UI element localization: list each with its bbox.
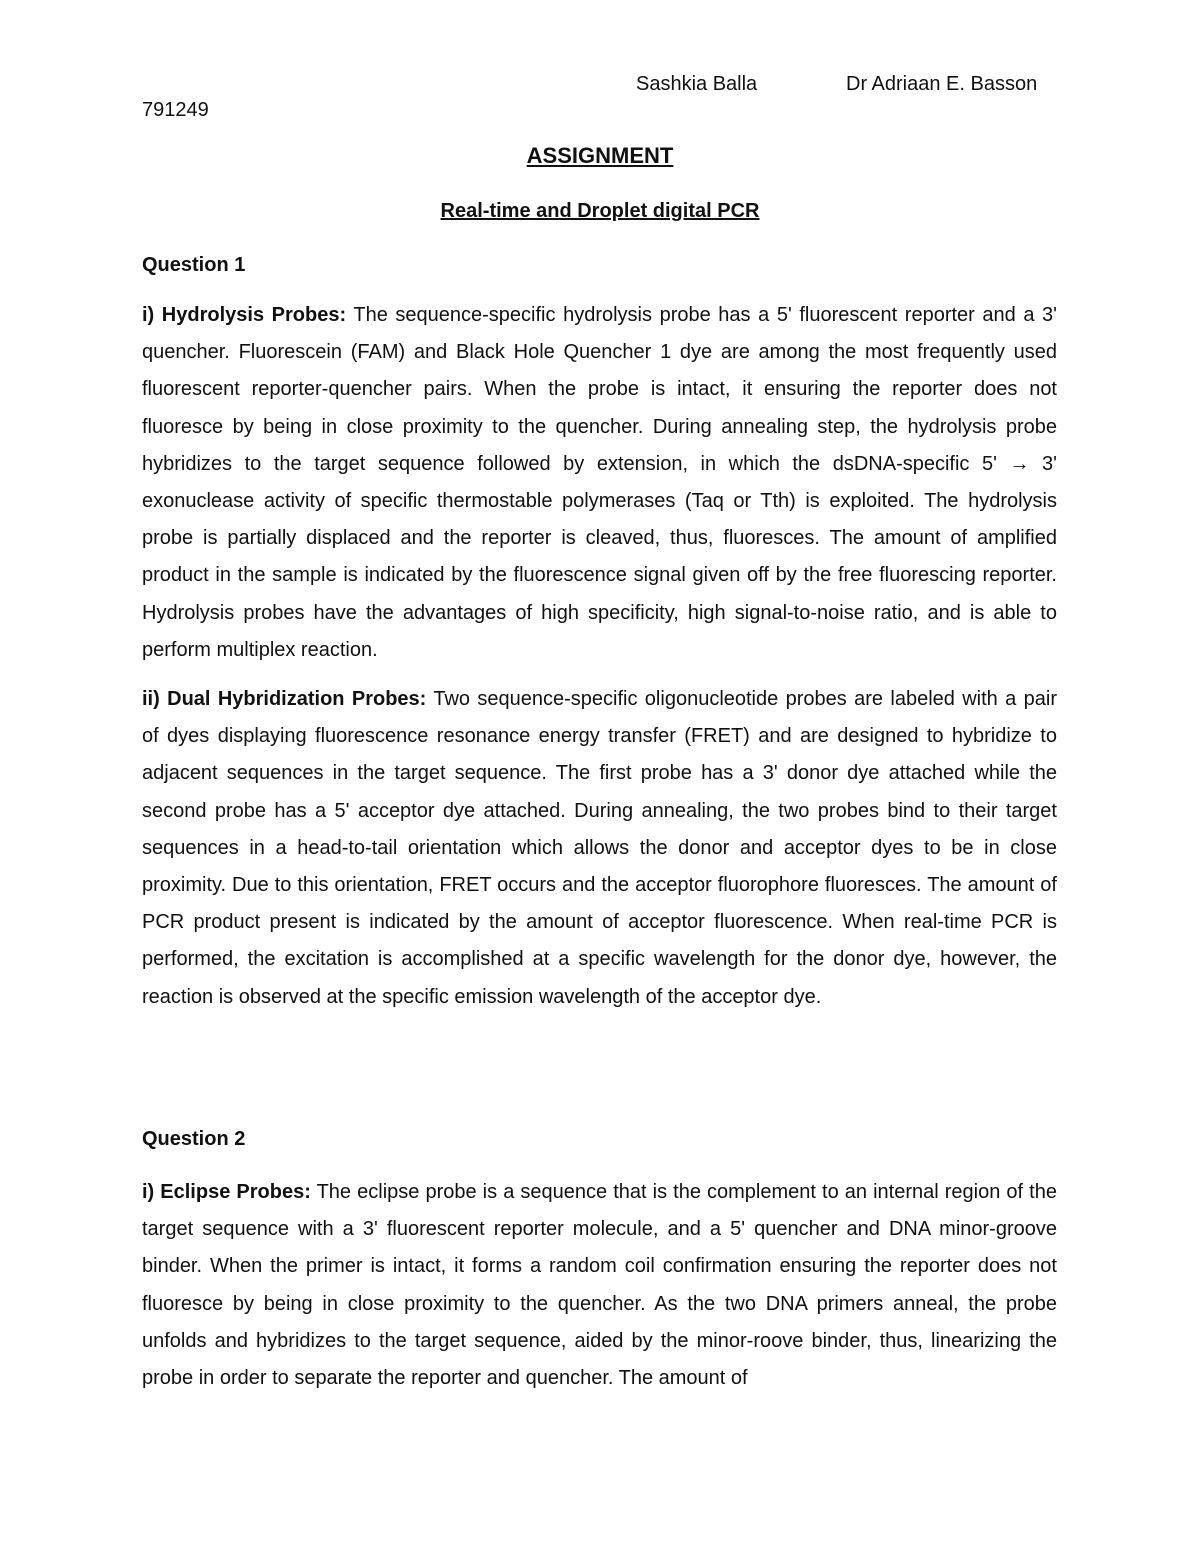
dual-hybridization-probes-paragraph <box>142 681 1057 1016</box>
paragraph-label: ii) Dual Hybridization Probes: <box>142 688 427 710</box>
paragraph-label: i) Hydrolysis Probes: <box>142 304 347 326</box>
question-1-heading: Question 1 <box>142 254 246 276</box>
paragraph-label: i) Eclipse Probes: <box>142 1181 311 1203</box>
student-number: 791249 <box>142 99 209 121</box>
paragraph-text: The sequence-specific hydrolysis probe has a 5' fluorescent reporter and a 3' quencher. Fluorescein (FAM) and Black Hole Quencher 1 dye are among the most frequently used fluorescent reporter-quencher pairs. When the probe is intact, it ensuring the reporter does not fluoresce by being in close proximity to the quencher. During annealing step, the hydrolysis probe hybridizes to the target sequence followed by extension, in which the dsDNA-specific 5' → 3' exonuclease activity of specific thermostable polymerases (Taq or Tth) is exploited. The hydrolysis probe is partially displaced and the reporter is cleaved, thus, fluoresces. The amount of amplified product in the sample is indicated by the fluorescence signal given off by the free fluorescing reporter. Hydrolysis probes have the advantages of high specificity, high signal-to-noise ratio, and is able to perform multiplex reaction. <box>142 304 1058 661</box>
eclipse-probes-paragraph <box>142 1174 1057 1397</box>
paragraph-text: The eclipse probe is a sequence that is the complement to an internal region of the target sequence with a 3' fluorescent reporter molecule, and a 5' quencher and DNA minor-groove binder. When the primer is intact, it forms a random coil confirmation ensuring the reporter does not fluoresce by being in close proximity to the quencher. As the two DNA primers anneal, the probe unfolds and hybridizes to the target sequence, aided by the minor-roove binder, thus, linearizing the probe in order to separate the reporter and quencher. The amount of <box>142 1181 1057 1390</box>
hydrolysis-probes-paragraph <box>142 297 1057 669</box>
document-subtitle: Real-time and Droplet digital PCR <box>440 200 760 222</box>
question-2-heading: Question 2 <box>142 1128 246 1150</box>
supervisor-name: Dr Adriaan E. Basson <box>846 73 1038 95</box>
author-name: Sashkia Balla <box>636 73 758 95</box>
document-title: ASSIGNMENT <box>526 143 674 168</box>
paragraph-text: Two sequence-specific oligonucleotide probes are labeled with a pair of dyes displaying fluorescence resonance energy transfer (FRET) and are designed to hybridize to adjacent sequences in the target sequence. The first probe has a 3' donor dye attached while the second probe has a 5' acceptor dye attached. During annealing, the two probes bind to their target sequences in a head-to-tail orientation which allows the donor and acceptor dyes to be in close proximity. Due to this orientation, FRET occurs and the acceptor fluorophore fluoresces. The amount of PCR product present is indicated by the amount of acceptor fluorescence. When real-time PCR is performed, the excitation is accomplished at a specific wavelength for the donor dye, however, the reaction is observed at the specific emission wavelength of the acceptor dye. <box>142 688 1057 1008</box>
